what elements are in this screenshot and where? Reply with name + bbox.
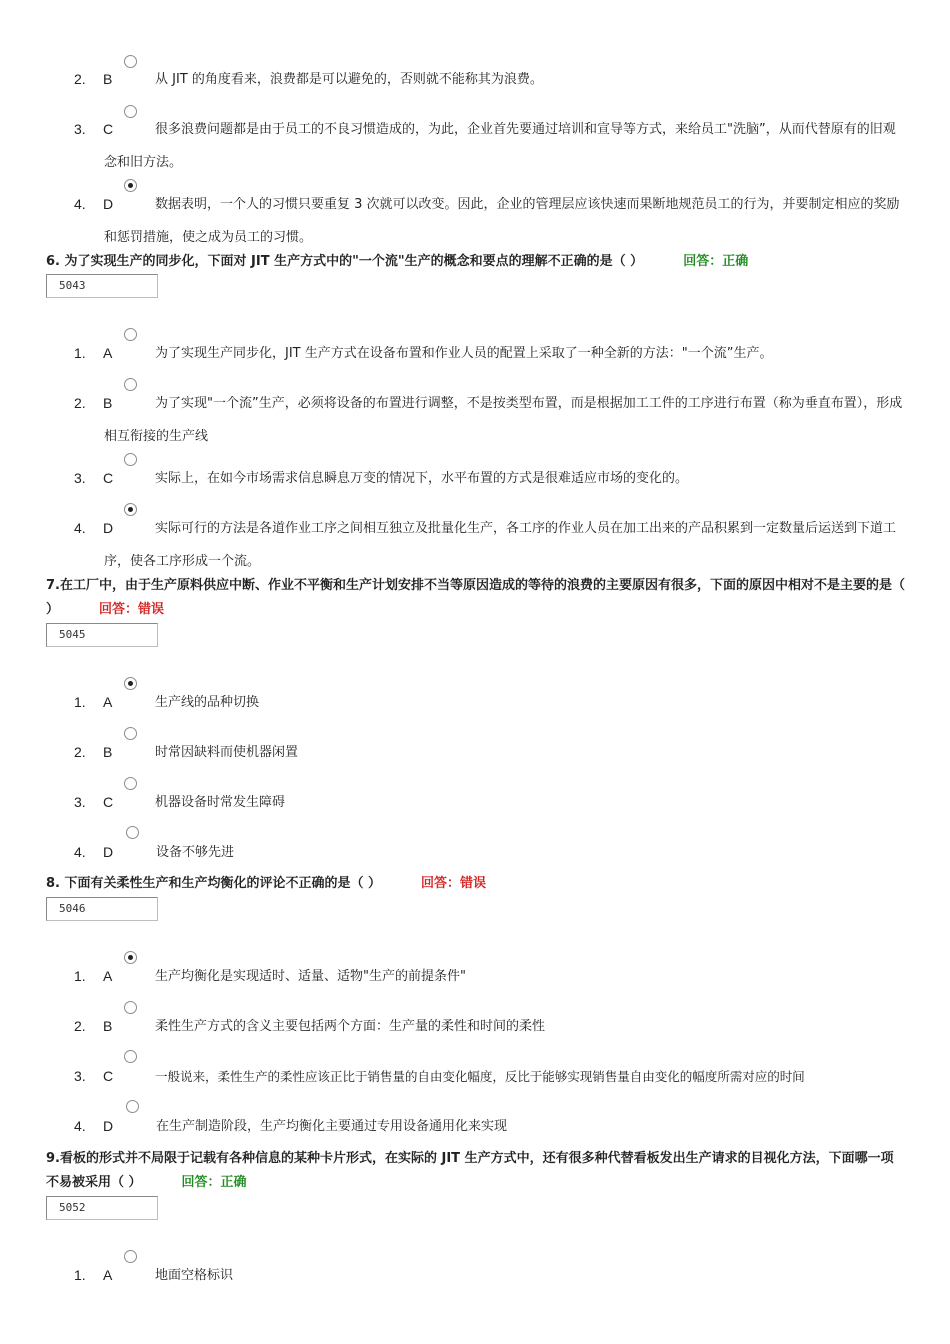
- option-letter: B: [103, 71, 113, 87]
- option-letter: C: [103, 121, 114, 137]
- option-text: 为了实现生产同步化，JIT 生产方式在设备布置和作业人员的配置上采取了一种全新的方法："一个流”生产。: [155, 346, 773, 361]
- option-text: 实际可行的方法是各道作业工序之间相互独立及批量化生产，各工序的作业人员在加工出来的产品积累到一定数量后运送到下道工序，使各工序形成一个流。: [104, 521, 897, 569]
- option-letter: C: [103, 1068, 114, 1084]
- option-number: 2.: [74, 1018, 86, 1034]
- option-letter: C: [103, 470, 114, 486]
- option-number: 1.: [74, 694, 86, 710]
- option-number: 2.: [74, 744, 86, 760]
- option-radio-q6-c[interactable]: [124, 453, 137, 466]
- option-radio-q7-d[interactable]: [126, 826, 139, 839]
- option-number: 1.: [74, 345, 86, 361]
- option-text: 柔性生产方式的含义主要包括两个方面：生产量的柔性和时间的柔性: [155, 1019, 546, 1034]
- option-text: 机器设备时常发生障碍: [155, 795, 286, 810]
- option-radio-q7-b[interactable]: [124, 727, 137, 740]
- option-number: 1.: [74, 968, 86, 984]
- option-radio-q8-a[interactable]: [124, 951, 137, 964]
- option-letter: D: [103, 196, 114, 212]
- option-text: 实际上，在如今市场需求信息瞬息万变的情况下，水平布置的方式是很难适应市场的变化的。: [155, 471, 689, 486]
- question-text: 7.在工厂中，由于生产原料供应中断、作业不平衡和生产计划安排不当等原因造成的等待的浪费的主要原因有很多，下面的原因中相对不是主要的是（ ）: [46, 578, 905, 617]
- option-letter: B: [103, 1018, 113, 1034]
- option-text: 地面空格标识: [155, 1268, 234, 1283]
- option-text: 一般说来，柔性生产的柔性应该正比于销售量的自由变化幅度，反比于能够实现销售量自由变化的幅度所需对应的时间: [155, 1069, 805, 1084]
- option-radio-q9-a[interactable]: [124, 1250, 137, 1263]
- option-letter: C: [103, 794, 114, 810]
- option-letter: D: [103, 1118, 114, 1134]
- option-number: 4.: [74, 196, 86, 212]
- option-text: 时常因缺料而使机器闲置: [155, 745, 299, 760]
- question-id-field: 5043: [46, 274, 158, 298]
- option-radio-q8-d[interactable]: [126, 1100, 139, 1113]
- option-radio-q8-c[interactable]: [124, 1050, 137, 1063]
- option-letter: A: [103, 694, 113, 710]
- option-text: 从 JIT 的角度看来，浪费都是可以避免的，否则就不能称其为浪费。: [155, 72, 543, 87]
- question-id-field: 5052: [46, 1196, 158, 1220]
- option-number: 1.: [74, 1267, 86, 1283]
- option-number: 2.: [74, 71, 86, 87]
- question-title-6: [46, 250, 906, 274]
- option-number: 4.: [74, 520, 86, 536]
- option-letter: B: [103, 395, 113, 411]
- answer-status-correct: 回答：正确: [181, 1175, 247, 1190]
- question-title-8: [46, 872, 906, 896]
- option-text: 很多浪费问题都是由于员工的不良习惯造成的，为此，企业首先要通过培训和宣导等方式，来给员工"洗脑”，从而代替原有的旧观念和旧方法。: [104, 122, 896, 170]
- option-number: 4.: [74, 1118, 86, 1134]
- option-number: 3.: [74, 1068, 86, 1084]
- option-letter: A: [103, 345, 113, 361]
- option-radio-q7-c[interactable]: [124, 777, 137, 790]
- option-text: 为了实现"一个流”生产，必须将设备的布置进行调整，不是按类型布置，而是根据加工工件的工序进行布置（称为垂直布置），形成相互衔接的生产线: [104, 396, 903, 444]
- option-radio-q5-b[interactable]: [124, 55, 137, 68]
- option-number: 3.: [74, 794, 86, 810]
- option-letter: D: [103, 520, 114, 536]
- question-id-field: 5045: [46, 623, 158, 647]
- option-radio-q6-a[interactable]: [124, 328, 137, 341]
- option-letter: D: [103, 844, 114, 860]
- question-text: 6. 为了实现生产的同步化，下面对 JIT 生产方式中的"一个流"生产的概念和要点的理解不正确的是（ ）: [46, 254, 644, 269]
- question-text: 9.看板的形式并不局限于记载有各种信息的某种卡片形式，在实际的 JIT 生产方式中，还有很多种代替看板发出生产请求的目视化方法，下面哪一项不易被采用（ ）: [46, 1151, 894, 1190]
- answer-status-correct: 回答：正确: [683, 254, 749, 269]
- question-title-7: [46, 574, 906, 622]
- question-id-field: 5046: [46, 897, 158, 921]
- option-number: 3.: [74, 470, 86, 486]
- option-radio-q8-b[interactable]: [124, 1001, 137, 1014]
- option-text: 生产线的品种切换: [155, 695, 260, 710]
- option-text: 在生产制造阶段，生产均衡化主要通过专用设备通用化来实现: [156, 1119, 508, 1134]
- option-letter: A: [103, 1267, 113, 1283]
- option-number: 3.: [74, 121, 86, 137]
- answer-status-wrong: 回答：错误: [421, 876, 487, 891]
- question-text: 8. 下面有关柔性生产和生产均衡化的评论不正确的是（ ）: [46, 876, 382, 891]
- question-title-9: [46, 1147, 906, 1195]
- answer-status-wrong: 回答：错误: [99, 602, 165, 617]
- option-letter: B: [103, 744, 113, 760]
- option-letter: A: [103, 968, 113, 984]
- option-text: 生产均衡化是实现适时、适量、适物"生产的前提条件": [155, 969, 466, 984]
- option-radio-q7-a[interactable]: [124, 677, 137, 690]
- option-text: 设备不够先进: [156, 845, 235, 860]
- option-number: 4.: [74, 844, 86, 860]
- option-text: 数据表明，一个人的习惯只要重复 3 次就可以改变。因此，企业的管理层应该快速而果断地规范员工的行为，并要制定相应的奖励和惩罚措施，使之成为员工的习惯。: [104, 197, 900, 245]
- option-number: 2.: [74, 395, 86, 411]
